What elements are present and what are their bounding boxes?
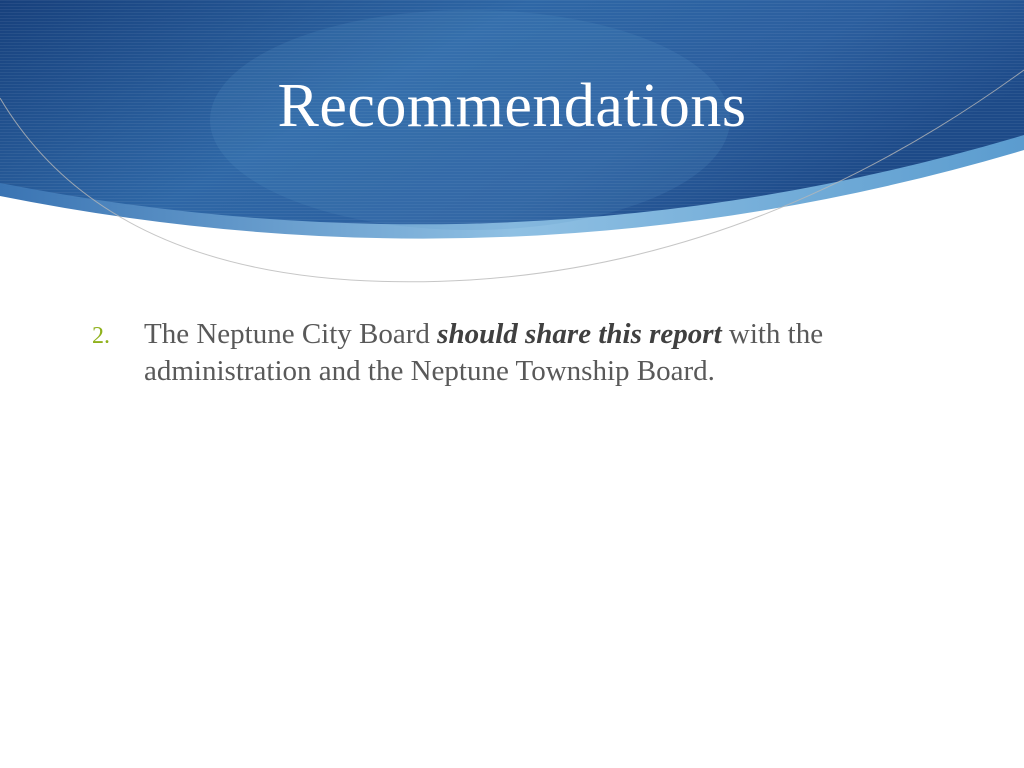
list-item-number: 2.: [92, 323, 110, 349]
list-item-emphasis: should share this report: [437, 318, 722, 350]
list-item-text: [144, 316, 952, 390]
list-item: [92, 316, 952, 390]
recommendation-list: [92, 316, 952, 390]
header-wave-graphic: [0, 0, 1024, 300]
list-item-text-after: with the administration and the Neptune Township Board.: [144, 318, 824, 387]
slide-title: Recommendations: [277, 72, 747, 140]
list-item-text-before: The Neptune City Board: [144, 318, 438, 350]
